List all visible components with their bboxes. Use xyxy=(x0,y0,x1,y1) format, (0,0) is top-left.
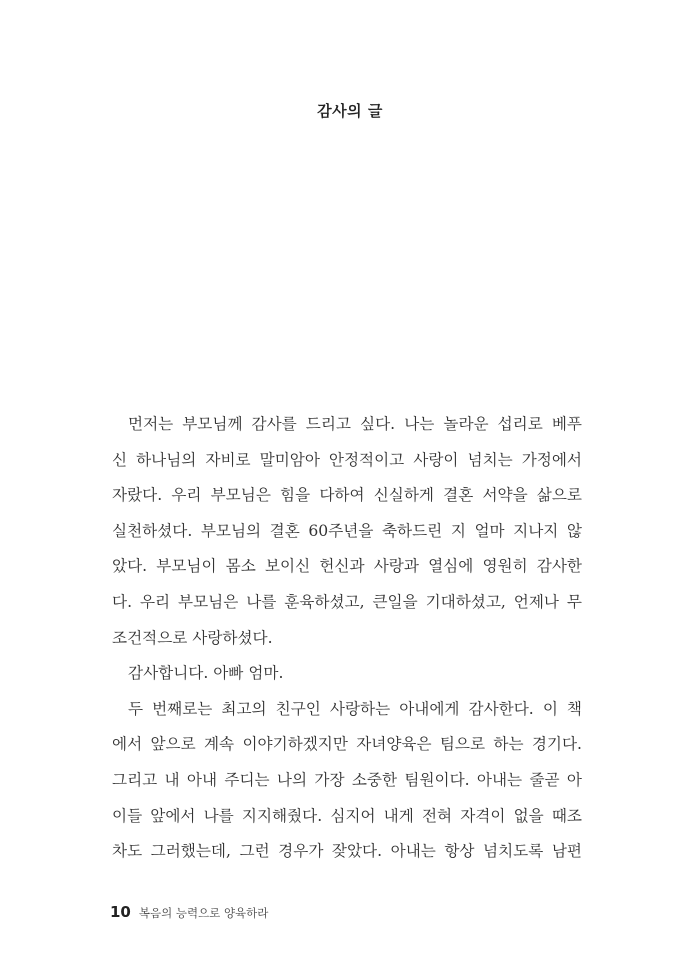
text-line: 에서 앞으로 계속 이야기하겠지만 자녀양육은 팀으로 하는 경기다. xyxy=(112,735,582,754)
text-line: 다. 우리 부모님은 나를 훈육하셨고, 큰일을 기대하셨고, 언제나 무 xyxy=(112,592,582,611)
page-footer xyxy=(110,903,268,921)
text-line: 신 하나님의 자비로 말미암아 안정적이고 사랑이 넘치는 가정에서 xyxy=(112,450,582,469)
text-line: 두 번째로는 최고의 친구인 사랑하는 아내에게 감사한다. 이 책 xyxy=(128,699,582,718)
text-line: 자랐다. 우리 부모님은 힘을 다하여 신실하게 결혼 서약을 삶으로 xyxy=(112,486,582,505)
page-title: 감사의 글 xyxy=(317,102,383,120)
text-line: 먼저는 부모님께 감사를 드리고 싶다. 나는 놀라운 섭리로 베푸 xyxy=(128,415,582,433)
body-text xyxy=(112,407,582,870)
page-number: 10 xyxy=(110,903,131,921)
text-line: 차도 그러했는데, 그런 경우가 잦았다. 아내는 항상 넘치도록 남편 xyxy=(112,842,582,861)
text-line: 이들 앞에서 나를 지지해줬다. 심지어 내게 전혀 자격이 없을 때조 xyxy=(112,806,582,825)
text-line: 조건적으로 사랑하셨다. xyxy=(112,628,273,647)
text-line: 았다. 부모님이 몸소 보이신 헌신과 사랑과 열심에 영원히 감사한 xyxy=(112,557,582,576)
text-line: 실천하셨다. 부모님의 결혼 60주년을 축하드린 지 얼마 지나지 않 xyxy=(112,521,582,540)
running-book-title: 복음의 능력으로 양육하라 xyxy=(138,906,269,920)
text-line: 감사합니다. 아빠 엄마. xyxy=(128,664,284,683)
text-line: 그리고 내 아내 주디는 나의 가장 소중한 팀원이다. 아내는 줄곧 아 xyxy=(112,770,582,789)
